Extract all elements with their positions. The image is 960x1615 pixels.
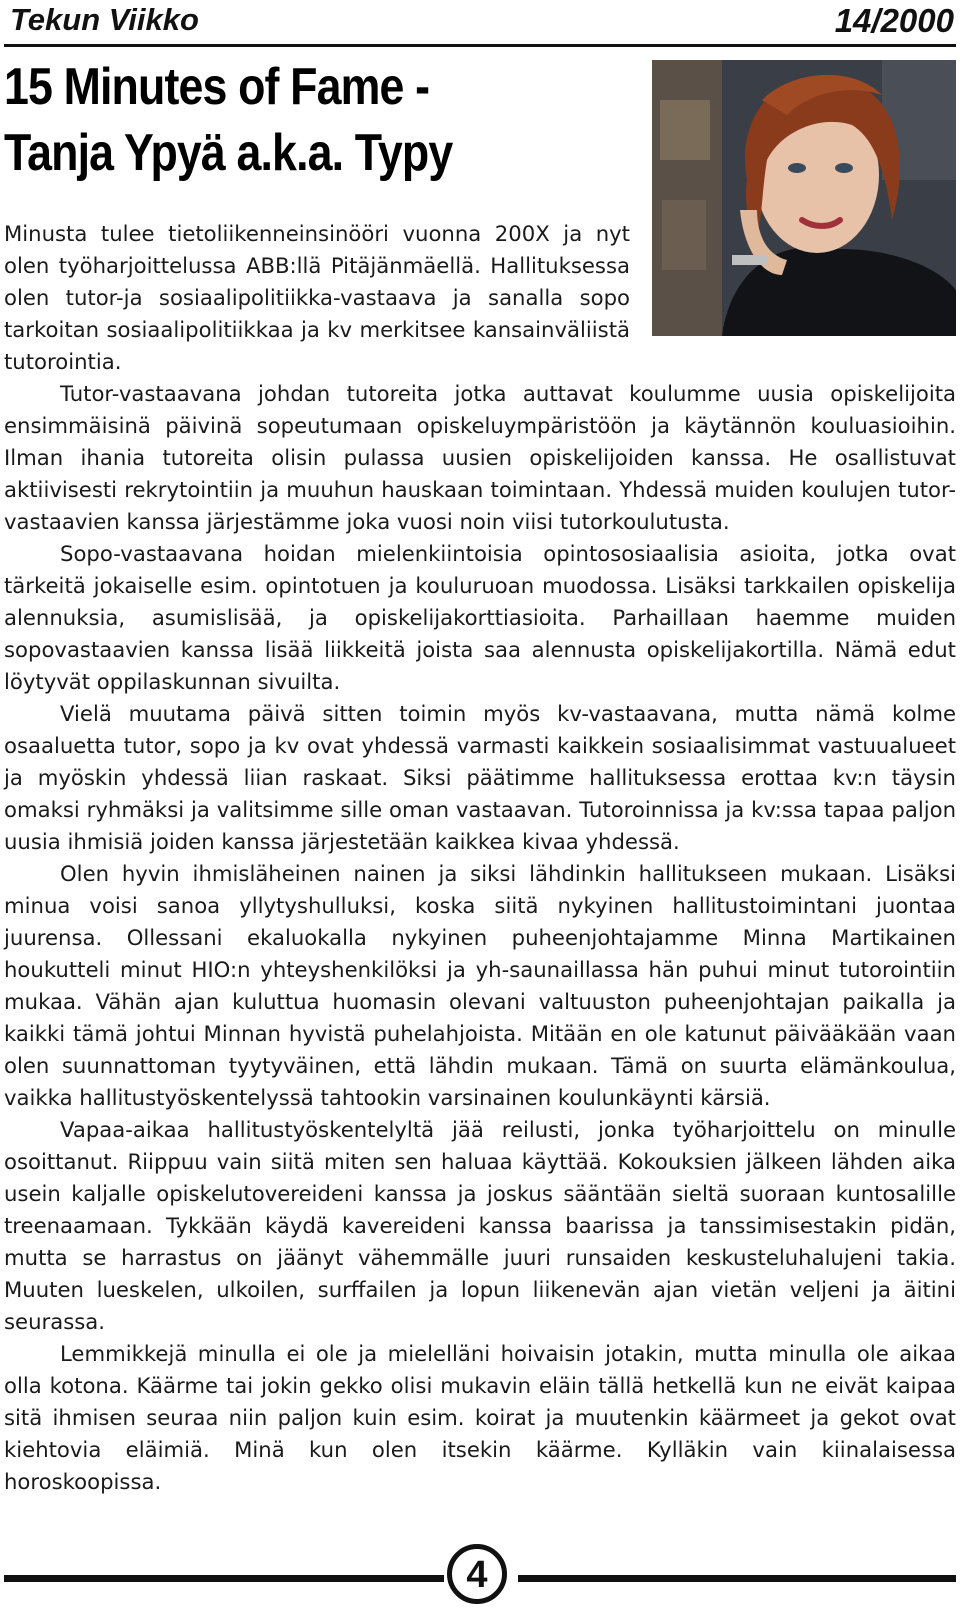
paragraph-1: Minusta tulee tietoliikenneinsinööri vuonna 200X ja nyt olen työharjoittelussa ABB:llä Pitäjänmäellä. Hallituksessa olen tutor-ja sosiaalipolitiikka-vastaava ja sanalla sopo tarkoitan sosiaalipolitiikkaa ja kv merkitsee kansainväliistä tutorointia. bbox=[4, 221, 630, 374]
title-line-2: Tanja Ypyä a.k.a. Typy bbox=[4, 124, 453, 182]
footer-rule-left bbox=[4, 1575, 444, 1582]
paragraph-2: Tutor-vastaavana johdan tutoreita jotka auttavat koulumme uusia opiskelijoita ensimmäisinä päivinä sopeutumaan opiskeluympäristöön ja käytännön kouluasioihin. Ilman ihania tutoreita olisin pulassa uusien opiskelijoiden kanssa. He osallistuvat aktiivisesti rekrytointiin ja muuhun hauskaan toimintaan. Yhdessä muiden koulujen tutor-vastaavien kanssa järjestämme joka vuosi noin viisi tutorkoulutusta. bbox=[4, 381, 956, 534]
page-footer bbox=[0, 1540, 960, 1610]
article-body bbox=[4, 218, 956, 1498]
magazine-name: Tekun Viikko bbox=[10, 2, 199, 37]
paragraph-4: Vielä muutama päivä sitten toimin myös kv-vastaavana, mutta nämä kolme osaaluetta tutor, sopo ja kv ovat yhdessä varmasti kaikkein sosiaalisimmat vastuualueet ja myöskin yhdessä liian raskaat. Siksi päätimme hallituksessa erottaa kv:n täysin omaksi ryhmäksi ja valitsimme sille oman vastaavan. Tutoroinnissa ja kv:ssa tapaa paljon uusia ihmisiä joiden kanssa järjestetään kaikkea kivaa yhdessä. bbox=[4, 701, 956, 854]
issue-number: 14/2000 bbox=[834, 2, 954, 39]
paragraph-7: Lemmikkejä minulla ei ole ja mielelläni hoivaisin jotakin, mutta minulla ole aikaa olla kotona. Käärme tai jokin gekko olisi mukavin eläin tällä hetkellä kun ne eivät kaipaa sitä ihmisen seuraa niin paljon kuin esim. koirat ja muutenkin käärmeet ja gekot ovat kiehtovia eläimiä. Minä kun olen itsekin käärme. Kylläkin vain kiinalaisessa horoskoopissa. bbox=[4, 1341, 956, 1494]
page-header bbox=[4, 0, 956, 47]
paragraph-6: Vapaa-aikaa hallitustyöskentelyltä jää reilusti, jonka työharjoittelu on minulle osoittanut. Riippuu vain siitä miten sen haluaa käyttää. Kokouksien jälkeen lähden aika usein kaljalle opiskelutovereideni kanssa ja joskus sääntään sieltä suoraan kuntosalille treenaamaan. Tykkään käydä kavereideni kanssa baarissa ja tanssimisestakin pidän, mutta se harrastus on jäänyt vähemmälle juuri runsaiden keskusteluhalujeni takia. Muuten lueskelen, ulkoilen, surffailen ja lopun liikenevän ajan vietän veljeni ja äitini seurassa. bbox=[4, 1117, 956, 1334]
paragraph-5: Olen hyvin ihmisläheinen nainen ja siksi lähdinkin hallitukseen mukaan. Lisäksi minua voisi sanoa yllytyshulluksi, koska siitä nykyinen hallitustoimintani juontaa juurensa. Ollessani ekaluokalla nykyinen puheenjohtajamme Minna Martikainen houkutteli minut HIO:n yhteyshenkilöksi ja yh-saunaillassa hän puhui minut tutorointiin mukaa. Vähän ajan kuluttua huomasin olevani valtuuston puheenjohtajan paikalla ja kaikki tämä johtui Minnan hyvistä puhelahjoista. Mitään en ole katunut päivääkään vaan olen suunnattoman tyytyväinen, että lähdin mukaan. Tämä on suurta elämänkoulua, vaikka hallitustyöskentelyssä tahtookin varsinainen koulunkäynti kärsiä. bbox=[4, 861, 956, 1110]
paragraph-3: Sopo-vastaavana hoidan mielenkiintoisia opintososiaalisia asioita, jotka ovat tärkeitä jokaiselle esim. opintotuen ja kouluruoan muodossa. Lisäksi tarkkailen opiskelija alennuksia, asumislisää, ja opiskelijakorttiasioita. Parhaillaan haemme muiden sopovastaavien kanssa lisää liikkeitä joista saa alennusta opiskelijakortilla. Nämä edut löytyvät oppilaskunnan sivuilta. bbox=[4, 541, 956, 694]
page-number: 4 bbox=[447, 1544, 507, 1604]
article-title bbox=[4, 54, 624, 186]
title-line-1: 15 Minutes of Fame - bbox=[4, 58, 430, 116]
photo-wrap-space bbox=[630, 218, 956, 352]
footer-rule-right bbox=[518, 1575, 956, 1582]
